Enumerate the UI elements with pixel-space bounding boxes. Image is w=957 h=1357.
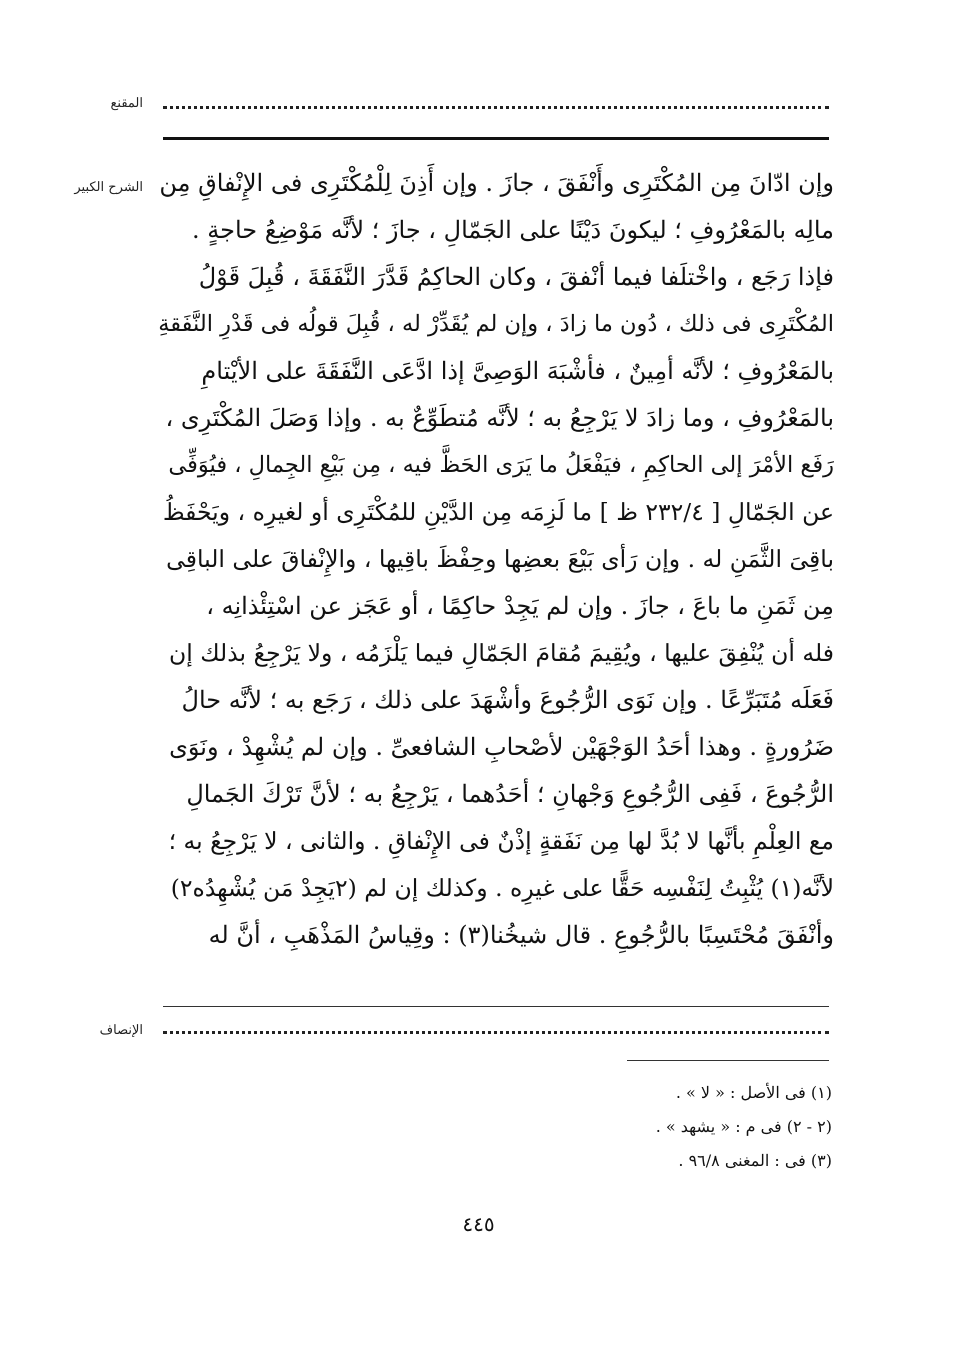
text-line: ضَرُورةٍ . وهذا أحَدُ الوَجْهَيْن لأصْحابِ الشافعىِّ . وإن لم يُشْهِدْ ، ونَوَى <box>169 733 834 761</box>
main-section-label: الشرح الكبير <box>74 180 143 195</box>
secondary-dotted-rule <box>163 1031 829 1034</box>
text-line: فله أن يُنْفِقَ عليها ، ويُقِيمَ مُقامَ الجَمّالِ فيما يَلْزَمُه ، ولا يَرْجِعُ بذلك إن <box>169 639 834 667</box>
text-line: مع العِلْمِ بأنَّها لا بُدَّ لها مِن نَفَقةٍ إذْنٌ فى الإِنْفاقِ . والثانى ، لا يَرْجِعُ به ؛ <box>168 827 834 855</box>
footnotes <box>420 1076 832 1178</box>
header-dotted-rule <box>163 106 829 109</box>
text-line: وأنْفَقَ مُحْتَسِبًا بالرُّجُوعِ . قال شيخُنا(٣) : وقِياسُ المَذْهَبِ ، أنَّ له <box>208 921 834 949</box>
text-line: مالِه بالمَعْرُوفِ ؛ ليكونَ دَيْنًا على الجَمّالِ ، جازَ ؛ لأنَّه مَوْضِعُ حاجةٍ . <box>192 216 834 244</box>
page-number: ٤٤٥ <box>462 1212 495 1236</box>
text-line: لأنَّه(١) يُثْبِتُ لِنَفْسِه حَقًّا على غيرِه . وكذلك إن لم (٢يَجِدْ مَن يُشْهِدُه٢) <box>170 874 834 902</box>
text-line: فَعَلَه مُتَبَرِّعًا . وإن نَوَى الرُّجُوعَ وأشْهَدَ على ذلك ، رَجَع به ؛ لأنَّه حالُ <box>181 686 834 714</box>
text-line: رَفَع الأمْرَ إلى الحاكِمِ ، فيَفْعَلُ ما يَرَى الحَظَّ فيه ، مِن بَيْعِ الجِمالِ ، فيُوَفِّى <box>168 452 834 478</box>
text-line: وإن ادّانَ مِن المُكْتَرِى وأَنْفَقَ ، جازَ . وإن أَذِنَ لِلْمُكْتَرِى فى الإِنْفاقِ مِن <box>159 169 834 197</box>
text-line: بالمَعْرُوفِ ؛ لأنَّه أمِينٌ ، فأشْبَهَ الوَصِىَّ إذا ادَّعَى النَّفَقَةَ على الأيْتامِ <box>201 357 834 385</box>
header-solid-rule <box>163 137 829 140</box>
text-line: بالمَعْرُوفِ ، وما زادَ لا يَرْجِعُ به ؛ لأنَّه مُتطَوِّعٌ به . وإذا وَصَلَ المُكْتَرِى ، <box>165 404 834 432</box>
text-line: باقِىَ الثَّمَنِ له . وإن رَأى بَيْعَ بعضِها وحِفْظَ باقِيها ، والإِنْفاقَ على الباقِى <box>166 545 834 573</box>
text-line: الرُّجُوعَ ، فَفِى الرُّجُوعِ وَجْهانِ ؛ أحَدُهما ، يَرْجِعُ به ؛ لأنَّ تَرْكَ الجَمالِ <box>186 780 834 808</box>
header-label: المقنع <box>110 96 143 111</box>
text-line: عن الجَمّالِ [ ٢٣٢/٤ ظ ] ما لَزِمَه مِن الدَّيْنِ للمُكْتَرِى أو لغيرِه ، ويَحْفَظُ <box>162 498 834 526</box>
text-line: مِن ثَمَنِ ما باعَ ، جازَ . وإن لم يَجِدْ حاكِمًا ، أو عَجَز عن اسْتِئْذانِه ، <box>206 592 834 620</box>
footnote-rule <box>627 1060 829 1061</box>
footnote: (٢ - ٢) فى م : « يشهد » . <box>655 1117 832 1136</box>
text-line: فإذا رَجَع ، واخْتلَفا فيما أنْفقَ ، وكان الحاكِمُ قَدَّرَ النَّفَقَةَ ، قُبِلَ قَوْلُ <box>198 263 834 291</box>
footnote: (٣) فى : المغنى ٩٦/٨ . <box>678 1151 832 1170</box>
main-text-block <box>158 160 834 959</box>
section-divider <box>163 1006 829 1007</box>
secondary-section-label: الإنصاف <box>99 1023 143 1038</box>
footnote: (١) فى الأصل : « لا » . <box>675 1083 832 1102</box>
text-line: المُكْتَرِى فى ذلك ، دُون ما زادَ ، وإن لم يُقَدِّرْ له ، قُبِلَ قولُه فى قَدْرِ النَّفَقةِ <box>158 311 834 337</box>
